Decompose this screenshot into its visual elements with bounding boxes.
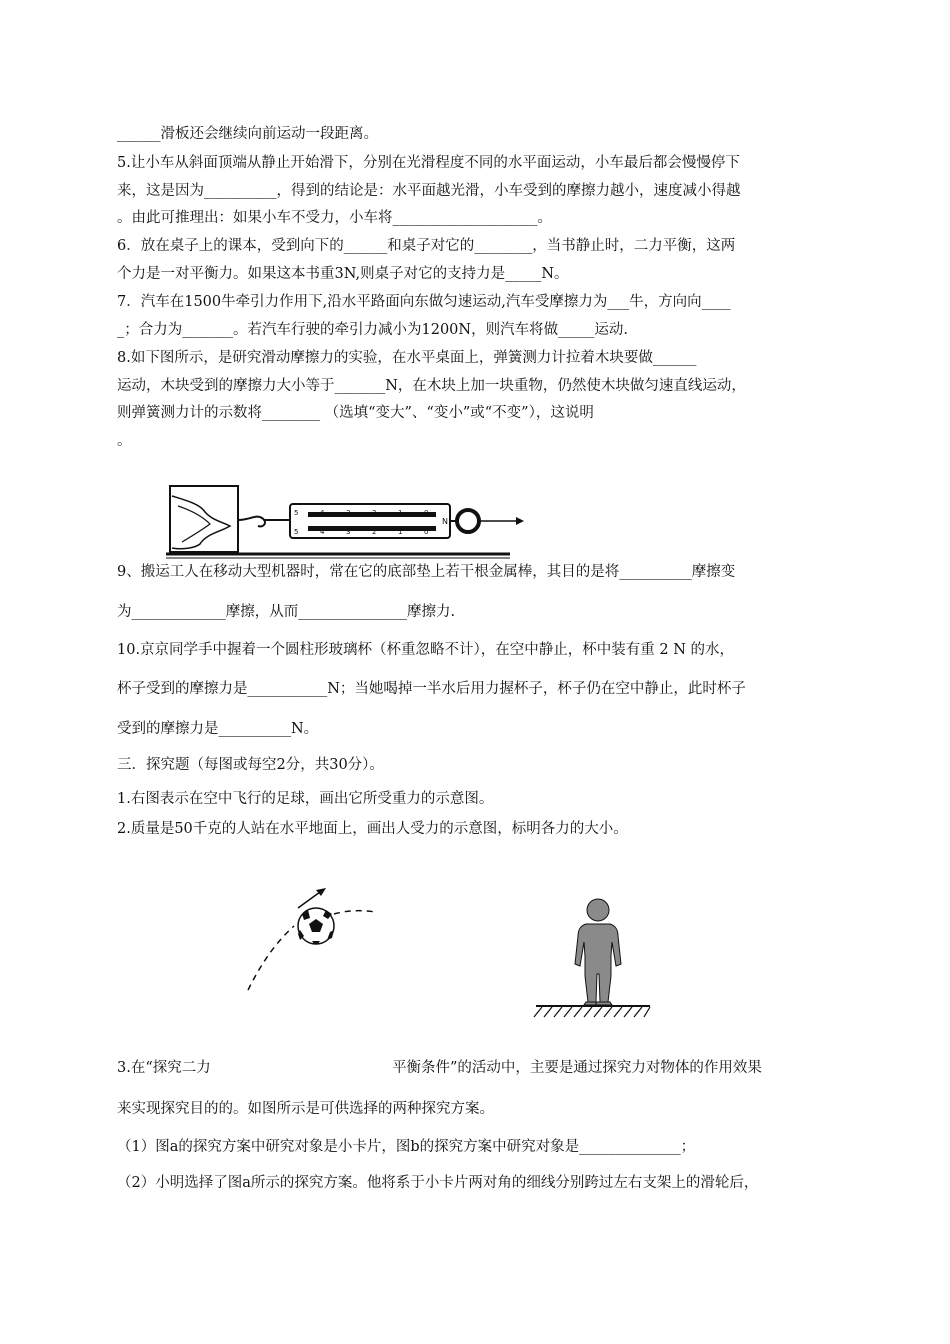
scale-unit-label: N xyxy=(442,517,448,526)
text-line-16: 杯子受到的摩擦力是___________N；当她喝掉一半水后用力握杯子，杯子仍在空中静止，此时杯子 xyxy=(117,681,746,697)
text-line-20: 2.质量是50千克的人站在水平地面上，画出人受力的示意图，标明各力的大小。 xyxy=(117,821,628,837)
text-line-21b: 平衡条件”的活动中，主要是通过探究力对物体的作用效果 xyxy=(392,1060,762,1076)
scale-number: 2 xyxy=(372,528,377,536)
person-body xyxy=(575,924,621,1002)
trajectory-path-left xyxy=(248,926,294,990)
text-line-14: 为_____________摩擦，从而_______________摩擦力. xyxy=(117,604,456,620)
football-trajectory-figure xyxy=(238,886,388,996)
scale-number: 4 xyxy=(320,509,325,517)
velocity-arrow-line xyxy=(298,892,320,908)
text-line-22: 来实现探究目的的。如图所示是可供选择的两种探究方案。 xyxy=(117,1101,494,1117)
text-line-10: 运动，木块受到的摩擦力大小等于_______N，在木块上加一块重物，仍然使木块做匀速直线运动， xyxy=(117,378,746,394)
ground-hatching xyxy=(534,1007,650,1017)
text-line-18: 三．探究题（每图或每空2分，共30分）。 xyxy=(117,757,384,773)
trajectory-path-right xyxy=(334,911,376,914)
standing-person-figure xyxy=(528,896,658,1020)
person-foot-right xyxy=(596,1002,612,1005)
text-line-23: （1）图a的探究方案中研究对象是小卡片，图b的探究方案中研究对象是______________； xyxy=(117,1139,696,1155)
text-line-13: 9、搬运工人在移动大型机器时，常在它的底部垫上若干根金属棒，其目的是将__________摩擦变 xyxy=(117,564,736,580)
pull-arrow-head xyxy=(516,517,524,525)
text-line-11: 则弹簧测力计的示数将________ （选填“变大”、“变小”或“不变”），这说明 xyxy=(117,405,594,421)
text-line-6: 个力是一对平衡力。如果这本书重3N,则桌子对它的支持力是_____N。 xyxy=(117,266,569,282)
text-line-9: 8.如下图所示，是研究滑动摩擦力的实验，在水平桌面上，弹簧测力计拉着木块要做______ xyxy=(117,350,697,366)
text-line-19: 1.右图表示在空中飞行的足球，画出它所受重力的示意图。 xyxy=(117,791,494,807)
scale-number: 3 xyxy=(346,509,351,517)
scale-number: 3 xyxy=(346,528,351,536)
scale-number: 5 xyxy=(294,528,299,536)
scale-number: 4 xyxy=(320,528,325,536)
text-line-12: 。 xyxy=(117,433,132,449)
scale-number: 5 xyxy=(294,509,299,517)
text-line-1: ______滑板还会继续向前运动一段距离。 xyxy=(117,126,378,142)
scale-ring xyxy=(457,510,479,532)
scale-number: 0 xyxy=(424,528,429,536)
text-line-3: 来，这是因为__________，得到的结论是：水平面越光滑，小车受到的摩擦力越小，速度减小得越 xyxy=(117,183,741,199)
text-line-5: 6．放在桌子上的课本，受到向下的______和桌子对它的________，当书静止时，二力平衡，这两 xyxy=(117,238,736,254)
velocity-arrow-head xyxy=(316,888,326,896)
scale-number: 1 xyxy=(398,509,403,517)
spring-scale-friction-figure xyxy=(160,482,530,562)
text-line-17: 受到的摩擦力是__________N。 xyxy=(117,721,319,737)
text-line-15: 10.京京同学手中握着一个圆柱形玻璃杯（杯重忽略不计），在空中静止，杯中装有重 2 N 的水， xyxy=(117,642,735,658)
text-line-8: _；合力为_______。若汽车行驶的牵引力减小为1200N，则汽车将做_____运动. xyxy=(117,322,628,338)
hook xyxy=(238,517,265,527)
text-line-24: （2）小明选择了图a所示的探究方案。他将系于小卡片两对角的细线分别跨过左右支架上的滑轮后， xyxy=(117,1175,759,1191)
text-line-4: 。由此可推理出：如果小车不受力，小车将____________________。 xyxy=(117,210,552,226)
scale-number: 0 xyxy=(424,509,429,517)
text-line-2: 5.让小车从斜面顶端从静止开始滑下，分别在光滑程度不同的水平面运动，小车最后都会慢慢停下 xyxy=(117,155,740,171)
wood-grain xyxy=(172,496,230,549)
text-line-21a: 3.在“探究二力 xyxy=(117,1060,211,1076)
person-head xyxy=(587,899,609,921)
scale-number: 2 xyxy=(372,509,377,517)
scale-number: 1 xyxy=(398,528,403,536)
text-line-7: 7．汽车在1500牛牵引力作用下,沿水平路面向东做匀速运动,汽车受摩擦力为___牛，方向向____ xyxy=(117,294,731,310)
